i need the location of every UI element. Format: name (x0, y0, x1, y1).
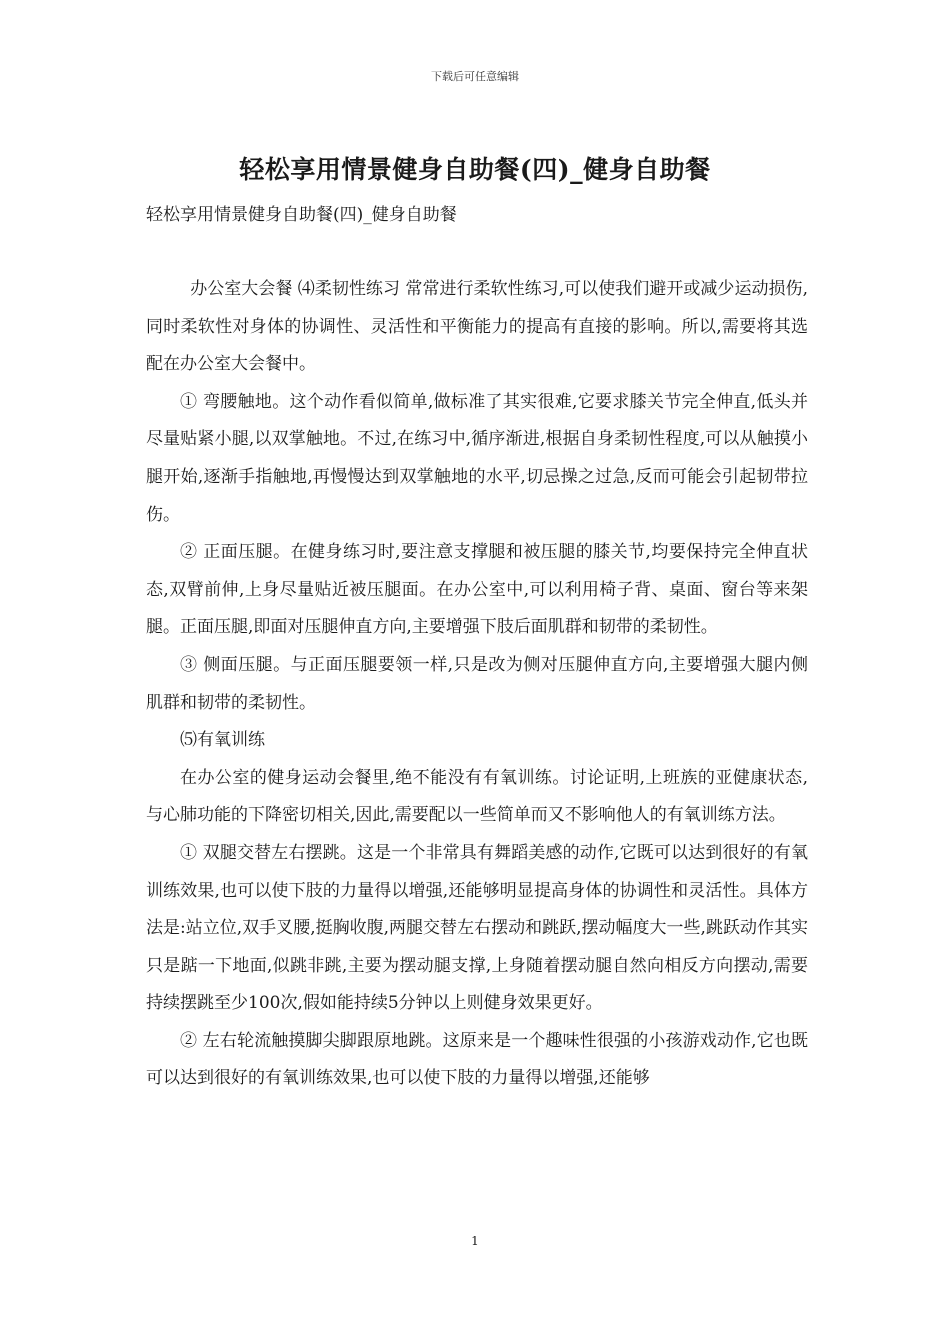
paragraph-aerobic-intro: 在办公室的健身运动会餐里,绝不能没有有氧训练。讨论证明,上班族的亚健康状态,与心肺功能的下降密切相关,因此,需要配以一些简单而又不影响他人的有氧训练方法。 (146, 767, 808, 826)
paragraph-side-leg-press: ③ 侧面压腿。与正面压腿要领一样,只是改为侧对压腿伸直方向,主要增强大腿内侧肌群和韧带的柔韧性。 (146, 654, 808, 713)
document-title: 轻松享用情景健身自助餐(四)_健身自助餐 (239, 155, 711, 184)
page-number: 1 (471, 1234, 479, 1248)
document-subtitle: 轻松享用情景健身自助餐(四)_健身自助餐 (146, 205, 457, 225)
paragraph-flexibility-intro: 办公室大会餐 ⑷柔韧性练习 常常进行柔软性练习,可以使我们避开或减少运动损伤,同时柔软性对身体的协调性、灵活性和平衡能力的提高有直接的影响。所以,需要将其选配在办公室大会餐中。 (146, 279, 808, 375)
paragraph-bend-touch-ground: ① 弯腰触地。这个动作看似简单,做标准了其实很难,它要求膝关节完全伸直,低头并尽量贴紧小腿,以双掌触地。不过,在练习中,循序渐进,根据自身柔韧性程度,可以从触摸小腿开始,逐渐手指触地,再慢慢达到双掌触地的水平,切忌操之过急,反而可能会引起韧带拉伤。 (146, 391, 808, 525)
header-note: 下载后可任意编辑 (431, 70, 519, 83)
section-heading-aerobic: ⑸有氧训练 (180, 730, 265, 751)
paragraph-toe-heel-jump: ② 左右轮流触摸脚尖脚跟原地跳。这原来是一个趣味性很强的小孩游戏动作,它也既可以达到很好的有氧训练效果,也可以使下肢的力量得以增强,还能够 (146, 1030, 808, 1089)
paragraph-alternate-swing-jump: ① 双腿交替左右摆跳。这是一个非常具有舞蹈美感的动作,它既可以达到很好的有氧训练效果,也可以使下肢的力量得以增强,还能够明显提高身体的协调性和灵活性。具体方法是:站立位,双手叉腰,挺胸收腹,两腿交替左右摆动和跳跃,摆动幅度大一些,跳跃动作其实只是踮一下地面,似跳非跳,主要为摆动腿支撑,上身随着摆动腿自然向相反方向摆动,需要持续摆跳至少100次,假如能持续5分钟以上则健身效果更好。 (146, 842, 808, 1014)
document-body (146, 271, 808, 1098)
paragraph-front-leg-press: ② 正面压腿。在健身练习时,要注意支撑腿和被压腿的膝关节,均要保持完全伸直状态,双臂前伸,上身尽量贴近被压腿面。在办公室中,可以利用椅子背、桌面、窗台等来架腿。正面压腿,即面对压腿伸直方向,主要增强下肢后面肌群和韧带的柔韧性。 (146, 542, 808, 638)
